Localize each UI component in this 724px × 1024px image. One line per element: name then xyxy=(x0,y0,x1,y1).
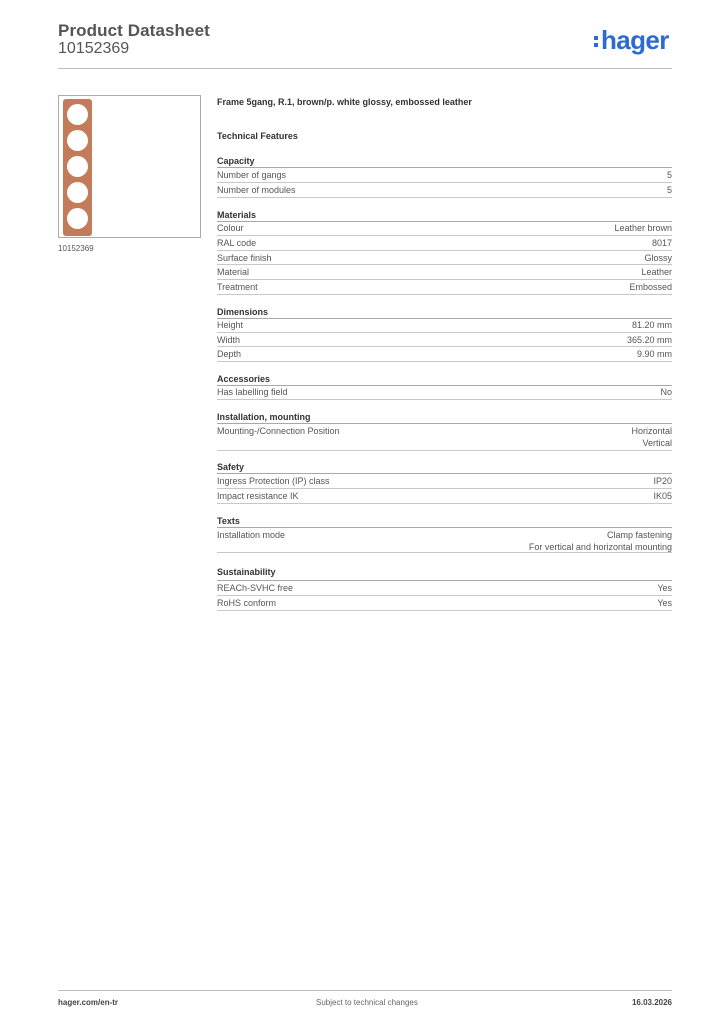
spec-key: Number of modules xyxy=(217,185,296,195)
spec-row xyxy=(217,424,672,451)
section-title-sustainability: Sustainability xyxy=(217,567,276,577)
spec-value xyxy=(631,426,672,449)
section-title-texts: Texts xyxy=(217,516,240,526)
spec-value-line: Horizontal xyxy=(631,426,672,436)
footer-divider xyxy=(58,990,672,991)
product-image xyxy=(58,95,201,238)
spec-value: 8017 xyxy=(651,238,672,248)
section-title-materials: Materials xyxy=(217,210,257,220)
spec-key: Material xyxy=(217,267,250,277)
spec-row xyxy=(217,474,672,489)
spec-value: Leather xyxy=(641,267,672,277)
spec-value-line: Vertical xyxy=(642,437,672,448)
spec-row xyxy=(217,280,672,295)
spec-value: No xyxy=(660,387,672,397)
spec-value: IK05 xyxy=(653,491,672,501)
spec-value: Leather brown xyxy=(614,223,672,233)
logo-dots-icon xyxy=(594,36,598,50)
spec-value: 81.20 mm xyxy=(631,320,672,330)
spec-key: Treatment xyxy=(217,282,258,292)
product-description: Frame 5gang, R.1, brown/p. white glossy, embossed leather xyxy=(217,97,472,107)
spec-row xyxy=(217,168,672,183)
spec-value: 5 xyxy=(666,170,672,180)
spec-row xyxy=(217,318,672,333)
spec-value-line: For vertical and horizontal mounting xyxy=(528,541,672,552)
frame-opening xyxy=(67,208,88,229)
spec-row xyxy=(217,596,672,611)
spec-value: IP20 xyxy=(653,476,672,486)
product-number: 10152369 xyxy=(58,40,130,57)
spec-value xyxy=(529,530,672,553)
frame-opening xyxy=(67,130,88,151)
frame-opening xyxy=(67,104,88,125)
footer-date: 16.03.2026 xyxy=(631,998,672,1007)
page-title: Product Datasheet xyxy=(58,21,210,40)
spec-key: Mounting-/Connection Position xyxy=(217,426,340,436)
frame-opening xyxy=(67,156,88,177)
spec-key: Height xyxy=(217,320,244,330)
spec-key: Width xyxy=(217,335,241,345)
section-title-accessories: Accessories xyxy=(217,374,271,384)
spec-key: Ingress Protection (IP) class xyxy=(217,476,330,486)
spec-row xyxy=(217,581,672,596)
footer-note: Subject to technical changes xyxy=(316,998,418,1007)
spec-key: Impact resistance IK xyxy=(217,491,299,501)
spec-value: Glossy xyxy=(644,253,672,263)
spec-value-line: Clamp fastening xyxy=(606,530,672,540)
spec-row xyxy=(217,385,672,400)
spec-key: Number of gangs xyxy=(217,170,287,180)
spec-value: Embossed xyxy=(629,282,672,292)
spec-key: Colour xyxy=(217,223,244,233)
spec-row xyxy=(217,251,672,265)
logo-text: hager xyxy=(601,25,669,55)
spec-key: Surface finish xyxy=(217,253,272,263)
frame-opening xyxy=(67,182,88,203)
section-title-safety: Safety xyxy=(217,462,245,472)
spec-row xyxy=(217,333,672,347)
spec-row xyxy=(217,183,672,198)
spec-value: Yes xyxy=(657,598,672,608)
spec-value: Yes xyxy=(657,583,672,593)
spec-key: REACh-SVHC free xyxy=(217,583,294,593)
spec-value: 365.20 mm xyxy=(626,335,672,345)
spec-row xyxy=(217,265,672,280)
spec-key: Installation mode xyxy=(217,530,286,540)
spec-key: Has labelling field xyxy=(217,387,288,397)
header-divider xyxy=(58,68,672,69)
spec-key: Depth xyxy=(217,349,242,359)
spec-row xyxy=(217,528,672,553)
spec-value: 5 xyxy=(666,185,672,195)
product-image-caption: 10152369 xyxy=(58,244,94,253)
spec-key: RoHS conform xyxy=(217,598,277,608)
spec-row xyxy=(217,236,672,251)
section-title-installation: Installation, mounting xyxy=(217,412,311,422)
footer-website-link[interactable]: hager.com/en-tr xyxy=(58,998,119,1007)
spec-row xyxy=(217,347,672,362)
spec-row xyxy=(217,221,672,236)
spec-row xyxy=(217,489,672,504)
spec-value: 9.90 mm xyxy=(636,349,672,359)
technical-features-heading: Technical Features xyxy=(217,131,298,141)
section-title-dimensions: Dimensions xyxy=(217,307,269,317)
section-title-capacity: Capacity xyxy=(217,156,255,166)
spec-key: RAL code xyxy=(217,238,257,248)
frame-5gang-icon xyxy=(63,99,92,236)
